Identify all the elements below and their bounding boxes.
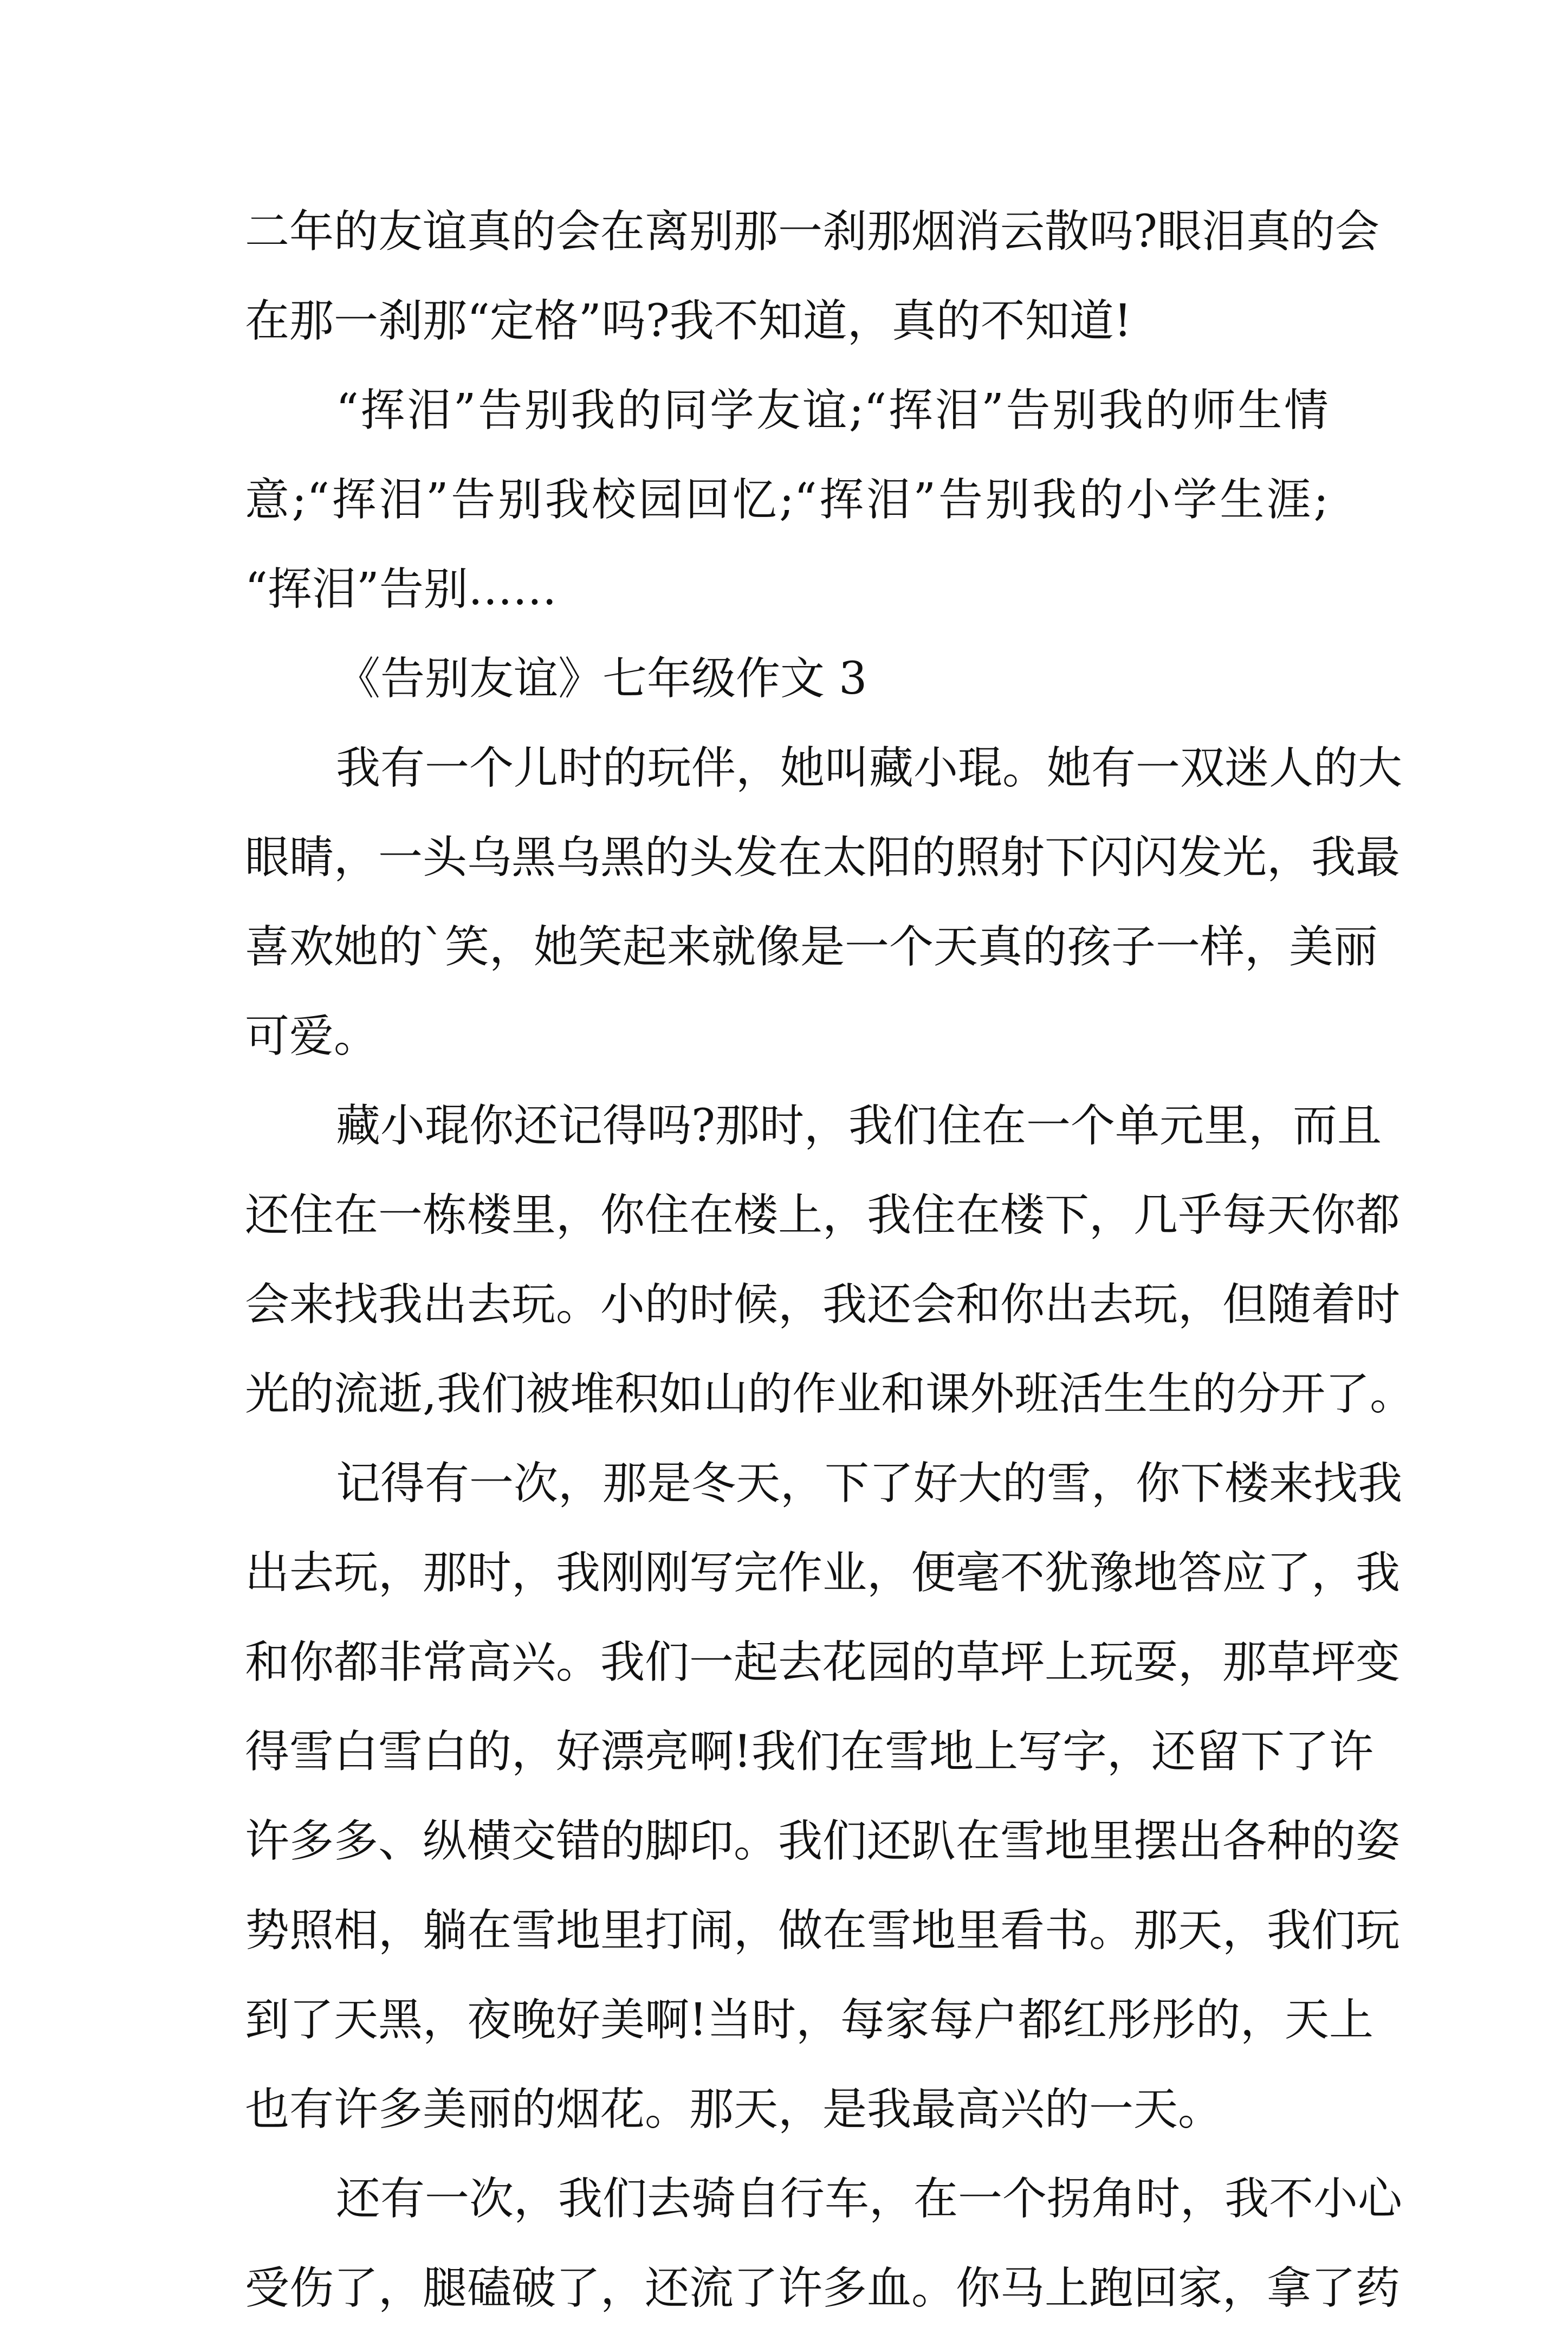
text-line: 二年的友谊真的会在离别那一刹那烟消云散吗?眼泪真的会 — [245, 206, 1379, 257]
text-line: 在那一刹那“定格”吗?我不知道，真的不知道! — [245, 295, 1132, 347]
text-line: “挥泪”告别…… — [245, 564, 557, 615]
text-line: 《告别友谊》七年级作文 3 — [336, 653, 867, 705]
text-line: 许多多、纵横交错的脚印。我们还趴在雪地里摆出各种的姿 — [245, 1815, 1401, 1867]
text-line: 眼睛，一头乌黑乌黑的头发在太阳的照射下闪闪发光，我最 — [245, 832, 1401, 883]
text-line: 也有许多美丽的烟花。那天，是我最高兴的一天。 — [245, 2084, 1223, 2135]
essay-body — [245, 187, 1415, 2333]
text-line: 出去玩，那时，我刚刚写完作业，便毫不犹豫地答应了，我 — [245, 1547, 1401, 1599]
text-line: 藏小琨你还记得吗?那时，我们住在一个单元里，而且 — [336, 1100, 1382, 1152]
text-line: 还有一次，我们去骑自行车，在一个拐角时，我不小心 — [336, 2173, 1403, 2225]
text-line: “挥泪”告别我的同学友谊;“挥泪”告别我的师生情 — [336, 385, 1329, 436]
text-line: 势照相，躺在雪地里打闹，做在雪地里看书。那天，我们玩 — [245, 1905, 1401, 1956]
text-line: 光的流逝,我们被堆积如山的作业和课外班活生生的分开了。 — [245, 1368, 1415, 1420]
text-line: 还住在一栋楼里，你住在楼上，我住在楼下，几乎每天你都 — [245, 1190, 1401, 1241]
text-line: 受伤了，腿磕破了，还流了许多血。你马上跑回家，拿了药 — [245, 2263, 1401, 2314]
text-line: 我有一个儿时的玩伴，她叫藏小琨。她有一双迷人的大 — [336, 742, 1403, 794]
text-line: 记得有一次，那是冬天，下了好大的雪，你下楼来找我 — [336, 1458, 1403, 1509]
text-line: 会来找我出去玩。小的时候，我还会和你出去玩，但随着时 — [245, 1279, 1401, 1330]
text-line: 可爱。 — [245, 1011, 379, 1062]
text-line: 和你都非常高兴。我们一起去花园的草坪上玩耍，那草坪变 — [245, 1637, 1401, 1688]
text-line: 意;“挥泪”告别我校园回忆;“挥泪”告别我的小学生涯; — [245, 474, 1329, 526]
text-line: 到了天黑，夜晚好美啊!当时，每家每户都红彤彤的，天上 — [245, 1994, 1373, 2046]
text-line: 喜欢她的`笑，她笑起来就像是一个天真的孩子一样，美丽 — [245, 921, 1378, 973]
text-line: 得雪白雪白的，好漂亮啊!我们在雪地上写字，还留下了许 — [245, 1726, 1373, 1778]
